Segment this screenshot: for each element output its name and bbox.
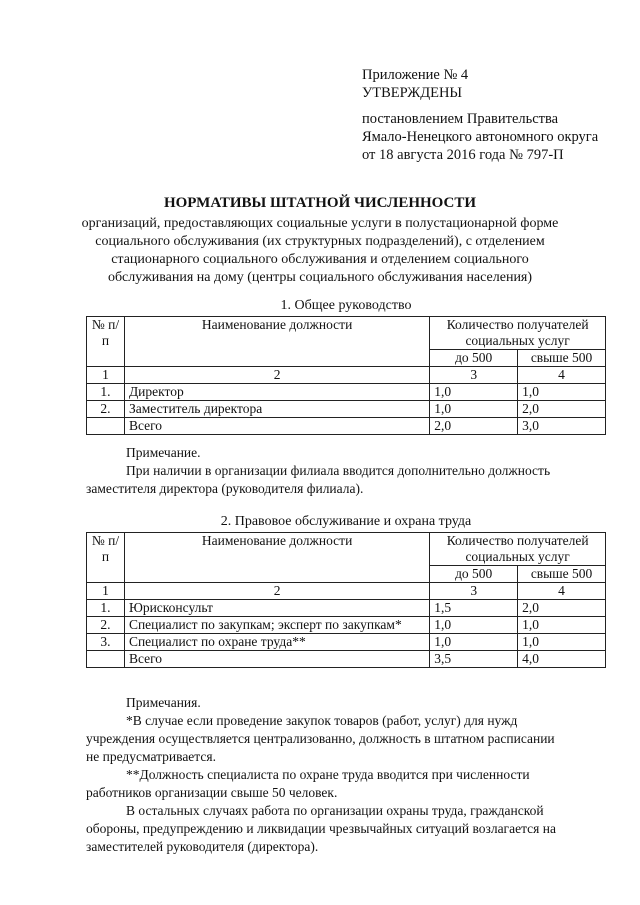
row-value-upto: 2,0: [430, 418, 518, 435]
row-value-over: 1,0: [518, 384, 606, 401]
header-over: свыше 500: [518, 350, 606, 367]
col-num: 1: [87, 583, 125, 600]
row-name: Юрисконсульт: [124, 600, 429, 617]
table-row: [87, 418, 606, 435]
row-value-upto: 1,0: [430, 384, 518, 401]
row-value-upto: 1,0: [430, 401, 518, 418]
note1-line1: *В случае если проведение закупок товаров (работ, услуг) для нужд: [126, 713, 518, 728]
row-value-over: 2,0: [518, 401, 606, 418]
table-row: [87, 651, 606, 668]
table-row: [87, 617, 606, 634]
row-value-over: 1,0: [518, 617, 606, 634]
table-row: [87, 384, 606, 401]
note2-line1: **Должность специалиста по охране труда вводится при численности: [126, 767, 530, 782]
note1-line2: учреждения осуществляется централизованно, должность в штатном расписании: [86, 731, 555, 746]
document-subtitle: [80, 215, 560, 287]
col-num: 3: [430, 367, 518, 384]
section2-caption: 2. Правовое обслуживание и охрана труда: [220, 514, 472, 529]
table-row: [87, 600, 606, 617]
header-upto: до 500: [430, 566, 518, 583]
note3-line1: В остальных случаях работа по организации охраны труда, гражданской: [126, 803, 544, 818]
subtitle-line: обслуживания на дому (центры социального обслуживания населения): [107, 270, 533, 285]
subtitle-line: стационарного социального обслуживания и отделением социального: [111, 252, 529, 267]
section1-note-line2: заместителя директора (руководителя филиала).: [86, 481, 364, 496]
decree-line-2: Ямало-Ненецкого автономного округа: [362, 129, 599, 145]
header-qty: Количество получателей социальных услуг: [430, 533, 606, 566]
note3-line2: обороны, предупреждению и ликвидации чрезвычайных ситуаций возлагается на: [86, 821, 556, 836]
note3-line3: заместителей руководителя (директора).: [86, 839, 319, 854]
row-name: Всего: [124, 651, 429, 668]
decree-line-1: постановлением Правительства: [362, 111, 559, 127]
row-value-upto: 1,5: [430, 600, 518, 617]
header-name: Наименование должности: [124, 317, 429, 367]
row-num: 1.: [87, 600, 125, 617]
row-num: 1.: [87, 384, 125, 401]
row-value-upto: 1,0: [430, 617, 518, 634]
appendix-number: Приложение № 4: [362, 67, 469, 83]
col-num: 2: [124, 367, 429, 384]
row-value-over: 3,0: [518, 418, 606, 435]
col-num: 4: [518, 583, 606, 600]
subtitle-line: социального обслуживания (их структурных подразделений), с отделением: [95, 234, 545, 249]
note2-line2: работников организации свыше 50 человек.: [86, 785, 338, 800]
approved-label: УТВЕРЖДЕНЫ: [362, 85, 463, 101]
row-value-over: 4,0: [518, 651, 606, 668]
header-name: Наименование должности: [124, 533, 429, 583]
decree-line-3: от 18 августа 2016 года № 797-П: [362, 147, 564, 163]
row-num: [87, 418, 125, 435]
header-num: № п/п: [87, 317, 125, 367]
col-num: 2: [124, 583, 429, 600]
row-name: Специалист по закупкам; эксперт по закупкам*: [124, 617, 429, 634]
col-num: 1: [87, 367, 125, 384]
row-name: Директор: [124, 384, 429, 401]
table-row: [87, 634, 606, 651]
table-row: [87, 401, 606, 418]
col-num: 4: [518, 367, 606, 384]
row-num: 2.: [87, 617, 125, 634]
row-num: [87, 651, 125, 668]
header-over: свыше 500: [518, 566, 606, 583]
section1-table: [86, 316, 606, 435]
section1-note-line1: При наличии в организации филиала вводится дополнительно должность: [126, 463, 551, 478]
col-num: 3: [430, 583, 518, 600]
row-num: 2.: [87, 401, 125, 418]
subtitle-line: организаций, предоставляющих социальные услуги в полустационарной форме: [81, 216, 559, 231]
row-value-upto: 1,0: [430, 634, 518, 651]
section1-note-label: Примечание.: [126, 445, 201, 460]
header-qty: Количество получателей социальных услуг: [430, 317, 606, 350]
section2-table: [86, 532, 606, 668]
row-value-over: 2,0: [518, 600, 606, 617]
row-value-upto: 3,5: [430, 651, 518, 668]
document-title: НОРМАТИВЫ ШТАТНОЙ ЧИСЛЕННОСТИ: [163, 195, 477, 211]
row-name: Заместитель директора: [124, 401, 429, 418]
row-name: Специалист по охране труда**: [124, 634, 429, 651]
row-value-over: 1,0: [518, 634, 606, 651]
row-num: 3.: [87, 634, 125, 651]
note1-line3: не предусматривается.: [86, 749, 216, 764]
section2-notes-label: Примечания.: [126, 695, 201, 710]
header-upto: до 500: [430, 350, 518, 367]
header-num: № п/п: [87, 533, 125, 583]
row-name: Всего: [124, 418, 429, 435]
section1-caption: 1. Общее руководство: [280, 298, 412, 313]
